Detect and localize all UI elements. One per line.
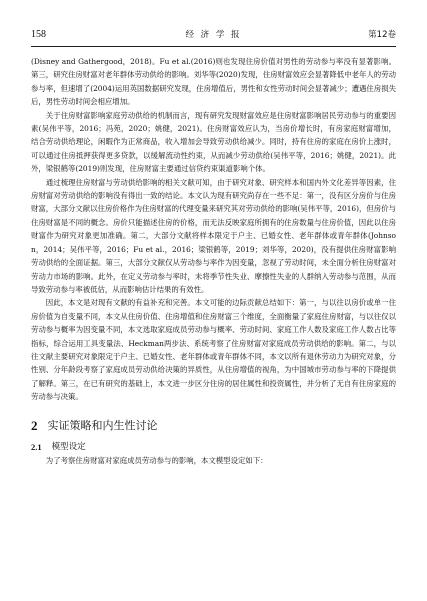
subsection-heading [31,440,396,454]
section-title: 实证策略和内生性讨论 [47,418,158,432]
page-number: 158 [31,29,46,40]
subsection-title: 模型设定 [51,441,86,452]
paragraph: (Disney and Gathergood，2018)。Fu et al.(2016)则也发现住房价值对男性的劳动参与率没有显著影响。第三，研究住房财富对老年群体劳动供给的影响。刘华等(2020)发现，住房财富效应会显著降低中老年人的劳动参与率，但速增了(2004)运用英国数据研究发现，住房增值后，男性和女性劳动时间会显著减少；遭遇住房损失后，男性劳动时间会相应增加。 [31,57,396,107]
volume-label: 第12卷 [368,30,396,40]
page-header [31,28,396,47]
journal-name: 经 济 学 报 [185,30,242,40]
paragraph: 通过梳理住房财富与劳动供给影响的相关文献可知，由于研究对象、研究样本和国内外文化差异等因素，住房财富对劳动供给的影响没有得出一致的结论。本文认为现有研究尚存在一些不足：第一，没有区分房价与住房财富，大部分文献以住房价格作为住房财富的代理变量来研究其对劳动供给的影响(吴伟平等，2016)，但房价与住房财富是不同的概念。房价只能描述住房的价格，而无法反映家庭所拥有的住房数量与住房价值，因此以住房财富作为研究对象更加准确。第二，大部分文献将样本限定于户主、已婚女性、老年群体或青年群体(Johnson，2014；吴伟平等，2016；Fu et al.，2016；梁银鹤等，2019；刘华等，2020)，没有提供住房财富影响劳动供给的全面证据。第三，大部分文献仅从劳动参与率作为因变量，忽视了劳动时间，未全面分析住房财富对劳动力市场的影响。此外，在定义劳动参与率时，未将季节性失业、摩擦性失业的人群纳入劳动参与范围，从而导致劳动参与率被低估，从而影响估计结果的有效性。 [31,177,396,294]
section-number: 2 [31,417,38,433]
subsection-number: 2.1 [31,441,42,452]
paragraph: 为了考察住房财富对家庭成员劳动参与的影响，本文模型设定如下： [45,455,268,465]
paragraph: 关于住房财富影响家庭劳动供给的机制而言，现有研究发现财富效应是住房财富影响居民劳动参与的重要因素(吴伟平等，2016；冯苑，2020；姚健，2021)。住房财富效应认为，当房价增长时，有房家庭财富增加，结合劳动供给理论，闲暇作为正常商品，收入增加会导致劳动供给减少。同时，持有住房的家庭在房价上涨时，可以通过住房抵押获得更多贷款，以缓解流动性约束，从而减少劳动供给(吴伟平等，2016；姚健，2021)。此外，梁银鹤等(2019)则发现，住房财富主要通过信贷约束渠道影响个体。 [31,110,396,174]
article-body [31,55,396,467]
section-heading [31,418,396,434]
paragraph: 因此，本文是对现有文献的有益补充和完善。本文可能的边际贡献总结如下：第一，与以往以房价或单一住房价值为自变量不同，本文从住房价值、住房增值和住房财富三个维度，全面衡量了家庭住房财富，与以往仅以劳动参与概率为因变量不同，本文选取家庭成员劳动参与概率、劳动时间、家庭工作人数及家庭工作人数占比等指标，综合运用工具变量法、Heckman两步法、系统考察了住房财富对家庭成员劳动供给的影响。第二，与以往文献主要研究对象限定于户主、已婚女性、老年群体或青年群体不同，本文以所有退休劳动力为研究对象，分性别、分年龄段考察了家庭成员劳动供给决策的异质性，从住房增值的视角，为中国城市劳动参与率的下降提供了解释。第三，在已有研究的基础上，本文进一步区分住房的居住属性和投资属性，并分析了无自有住房家庭的劳动参与决策。 [31,298,396,402]
